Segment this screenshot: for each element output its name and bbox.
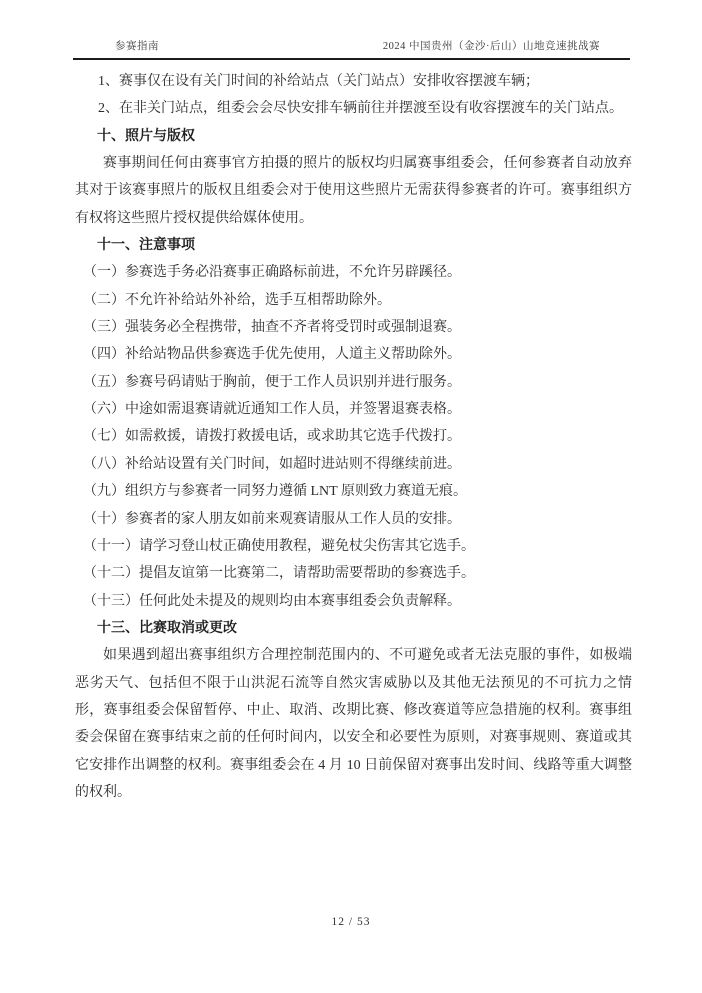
notice-item: （七）如需救援，请拨打救援电话，或求助其它选手代拨打。 <box>83 429 461 445</box>
section-heading-cancellation: 十三、比赛取消或更改 <box>97 620 237 636</box>
notice-item: （八）补给站设置有关门时间，如超时进站则不得继续前进。 <box>83 456 461 472</box>
page-number: 12 / 53 <box>331 916 371 928</box>
notice-item: （十三）任何此处未提及的规则均由本赛事组委会负责解释。 <box>83 593 461 609</box>
notice-item: （四）补给站物品供参赛选手优先使用，人道主义帮助除外。 <box>83 347 461 363</box>
notice-item: （一）参赛选手务必沿赛事正确路标前进，不允许另辟蹊径。 <box>83 265 461 281</box>
notice-item: （二）不允许补给站外补给，选手互相帮助除外。 <box>83 292 391 308</box>
notice-item: （九）组织方与参赛者一同努力遵循 LNT 原则致力赛道无痕。 <box>83 484 467 500</box>
header-event-title: 2024 中国贵州（金沙·后山）山地竞速挑战赛 <box>382 41 600 52</box>
section-heading-notices: 十一、注意事项 <box>97 238 195 254</box>
page-header <box>73 34 630 60</box>
intro-item: 1、赛事仅在设有关门时间的补给站点（关门站点）安排收容摆渡车辆； <box>98 74 539 89</box>
header-doc-title: 参赛指南 <box>115 41 159 52</box>
document-body <box>75 68 632 806</box>
notice-item: （十二）提倡友谊第一比赛第二，请帮助需要帮助的参赛选手。 <box>83 566 475 582</box>
intro-item: 2、在非关门站点，组委会会尽快安排车辆前往并摆渡至设有收容摆渡车的关门站点。 <box>98 101 623 117</box>
section-paragraph: 赛事期间任何由赛事官方拍摄的照片的版权均归属赛事组委会，任何参赛者自动放弃其对于该赛事照片的版权且组委会对于使用这些照片无需获得参赛者的许可。赛事组织方有权将这些照片授权提供给媒体使用。 <box>75 156 632 226</box>
notice-item: （三）强装务必全程携带，抽查不齐者将受罚时或强制退赛。 <box>83 320 461 336</box>
notice-item: （六）中途如需退赛请就近通知工作人员，并签署退赛表格。 <box>83 402 461 418</box>
section-heading-photos: 十、照片与版权 <box>97 128 195 144</box>
notice-item: （十）参赛者的家人朋友如前来观赛请服从工作人员的安排。 <box>83 511 461 527</box>
notice-item: （五）参赛号码请贴于胸前，便于工作人员识别并进行服务。 <box>83 374 461 390</box>
section-paragraph: 如果遇到超出赛事组织方合理控制范围内的、不可避免或者无法克服的事件，如极端恶劣天气、包括但不限于山洪泥石流等自然灾害威胁以及其他无法预见的不可抗力之情形，赛事组委会保留暂停、中止、取消、改期比赛、修改赛道等应急措施的权利。赛事组委会保留在赛事结束之前的任何时间内，以安全和必要性为原则，对赛事规则、赛道或其它安排作出调整的权利。赛事组委会在 4 月 10 日前保留对赛事出发时间、线路等重大调整的权利。 <box>75 648 632 800</box>
notice-item: （十一）请学习登山杖正确使用教程，避免杖尖伤害其它选手。 <box>83 538 475 554</box>
